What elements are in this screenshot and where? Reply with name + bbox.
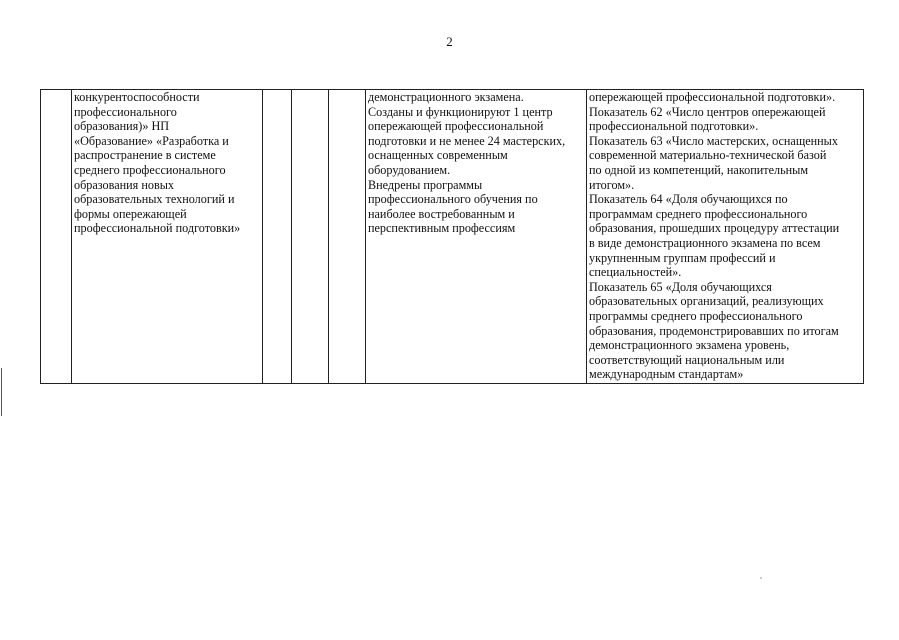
table-row — [41, 90, 864, 384]
scan-speck — [760, 577, 762, 579]
table-cell-results — [366, 90, 587, 384]
program-table — [40, 89, 864, 384]
table-cell-empty — [329, 90, 366, 384]
table-cell-empty — [292, 90, 329, 384]
scan-margin-mark — [1, 368, 2, 416]
page-number: 2 — [446, 34, 453, 49]
cell-text: демонстрационного экзамена. Созданы и функционируют 1 центр опережающей профессиональной подготовки и не менее 24 мастерских, оснащенных современным оборудованием. Внедрены программы профессионального обучения по наиболее востребованным и перспективным профессиям — [368, 90, 566, 236]
cell-text: опережающей профессиональной подготовки». Показатель 62 «Число центров опережающей профессиональной подготовки». Показатель 63 «Число мастерских, оснащенных современной материально-технической базой по одной из компетенций, накопительным итогом». Показатель 64 «Доля обучающихся по программам среднего профессионального образования, прошедших процедуру аттестации в виде демонстрационного экзамена по всем укрупненным группам профессий и специальностей». Показатель 65 «Доля обучающихся образовательных организаций, реализующих программы среднего профессионального образования, продемонстрировавших по итогам демонстрационного экзамена уровень, соответствующий национальным или международным стандартам» — [589, 90, 840, 382]
table-cell-project-name — [72, 90, 263, 384]
table-cell-empty — [263, 90, 292, 384]
cell-text: конкурентоспособности профессионального образования)» НП «Образование» «Разработка и распространение в системе среднего профессионального образования новых образовательных технологий и формы опережающей профессиональной подготовки» — [74, 90, 241, 236]
table-cell-indicators — [587, 90, 864, 384]
table-cell-number — [41, 90, 72, 384]
